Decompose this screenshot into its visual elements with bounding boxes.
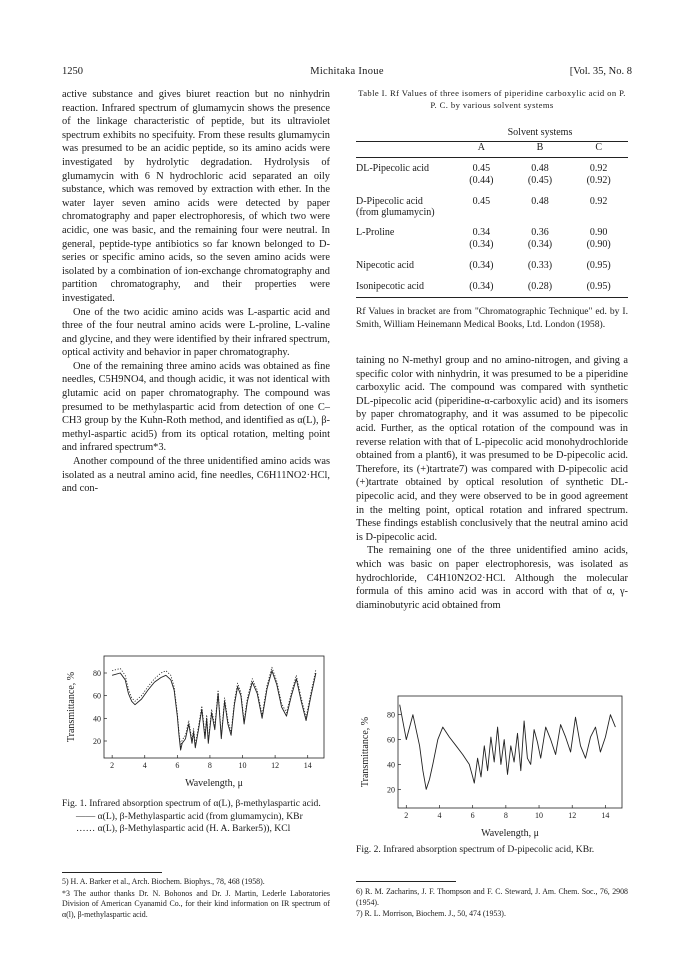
rf-value-c: (0.95) (586, 260, 611, 271)
footnote: 7) R. L. Morrison, Biochem. J., 50, 474 (1953). (356, 909, 506, 919)
row-label: D-Pipecolic acid (from glumamycin) (356, 196, 435, 218)
paragraph: One of the remaining three amino acids was obtained as fine needles, C5H9NO4, and though acidic, it was not identical with glutamic acid on paper chromatography. The compound was presumed to be methylaspartic acid from detection of one C–CH3 group by the Kuhn-Roth method, and identified as α(L), β-methyl-aspartic acid5) from its optical rotation, melting point and infrared spectrum*3. (62, 360, 330, 454)
table-row (356, 276, 628, 298)
figure-1-chart (62, 650, 330, 790)
figure-2-chart (356, 690, 628, 840)
table-header-row (356, 127, 628, 142)
rf-value-c: 0.90 (0.90) (586, 227, 611, 250)
table-row (356, 222, 628, 255)
rf-value-c: 0.92 (589, 196, 608, 207)
row-label: L-Proline (356, 227, 395, 238)
volume-info: [Vol. 35, No. 8 (569, 66, 632, 77)
column-header: A (452, 142, 511, 158)
y-tick-label: 20 (93, 737, 101, 746)
paragraph: taining no N-methyl group and no amino-nitrogen, and giving a specific color with ninhydrin, it was presumed to be a piperidine carboxylic acid. The compound was compared with synthetic DL-pipecolic acid (piperidine-α-carboxylic acid) and its isomers by paper chromatography, and it was assumed to be pipecolic acid. Further, as the optical rotation of the compound was in reverse relation with that of L-pipecolic acid monohydrochloride obtained from a plant6), it was presumed to be D-pipecolic acid. Therefore, its (+)tartrate7) was compared with D-pipecolic acid (+)tartrate obtained by optical resolution of synthetic DL-pipecolic acid, and they were observed to be in good agreement in the melting point, optical rotation and infrared spectrum. These findings establish conclusively that the neutral amino acid is D-pipecolic acid. (356, 355, 628, 543)
x-tick-label: 10 (238, 761, 247, 770)
legend-text: α(L), β-Methylaspartic acid (H. A. Barker5)), KCl (97, 823, 291, 834)
x-tick-label: 14 (303, 761, 312, 770)
rf-value-a: 0.45 (0.44) (469, 163, 494, 186)
row-label: DL-Pipecolic acid (356, 163, 430, 174)
y-axis-label: Transmittance, % (66, 671, 77, 743)
solvent-systems-header: Solvent systems (507, 127, 573, 138)
x-tick-label: 4 (437, 811, 442, 820)
rf-value-b: 0.36 (0.34) (527, 227, 553, 250)
rf-values-table (356, 127, 628, 298)
footnote: *3 The author thanks Dr. N. Bohonos and Dr. J. Martin, Lederle Laboratories Division of American Cyanamid Co., for their kind information on IR spectrum of α(l), β-methylaspartic acid. (62, 888, 330, 919)
x-tick-label: 10 (535, 811, 544, 820)
x-tick-label: 12 (271, 761, 280, 770)
paragraph: One of the two acidic amino acids was L-aspartic acid and three of the four neutral amino acids were L-proline, L-valine and glycine, and they were identified by their infrared spectrum, optical activity and behavior in paper chromatography. (62, 306, 330, 359)
rf-value-b: (0.28) (511, 276, 570, 298)
y-axis-label: Transmittance, % (360, 716, 371, 788)
y-tick-label: 20 (387, 785, 395, 795)
spectrum-line (400, 705, 616, 790)
footnotes-left (62, 877, 330, 921)
x-tick-label: 2 (110, 761, 115, 770)
rf-value-b: (0.33) (527, 260, 553, 271)
figure-1-caption-block (62, 798, 330, 836)
paragraph: Another compound of the three unidentified amino acids was isolated as a neutral amino acid, fine needles, C6H11NO2·HCl, and con- (62, 456, 330, 495)
x-axis-label: Wavelength, μ (481, 828, 539, 839)
x-tick-label: 4 (142, 761, 147, 770)
x-tick-label: 14 (601, 811, 610, 820)
row-label: Isonipecotic acid (356, 276, 452, 298)
rf-value-b: 0.48 (531, 196, 549, 207)
row-label: Nipecotic acid (356, 260, 415, 271)
y-tick-label: 80 (387, 710, 395, 720)
y-tick-label: 60 (93, 691, 101, 701)
legend-item (76, 823, 330, 836)
y-tick-label: 40 (387, 760, 395, 770)
footnote: 5) H. A. Barker et al., Arch. Biochem. Biophys., 78, 468 (1958). (62, 877, 265, 886)
x-tick-label: 6 (470, 811, 475, 820)
figure-1-caption: Fig. 1. Infrared absorption spectrum of α(L), β-methylaspartic acid. (62, 798, 321, 809)
table-note: Rf Values in bracket are from "Chromatographic Technique" ed. by I. Smith, William Heinemann Medical Books, Ltd. London (1958). (356, 306, 628, 330)
plot-frame (104, 656, 324, 758)
footnote: 6) R. M. Zacharins, J. F. Thompson and F. C. Steward, J. Am. Chem. Soc., 76, 2908 (1954). (356, 887, 628, 907)
rf-value-a: 0.45 (472, 196, 491, 207)
rf-value-c: 0.92 (0.92) (586, 163, 611, 186)
running-header (62, 66, 632, 80)
running-author: Michitaka Inoue (310, 66, 384, 77)
x-tick-label: 12 (568, 811, 577, 820)
table-column-row (356, 142, 628, 158)
rf-value-a: (0.34) (452, 276, 511, 298)
footnotes-right (356, 887, 628, 921)
x-axis-label: Wavelength, μ (185, 778, 243, 789)
column-header: C (569, 142, 628, 158)
footnote-rule (62, 872, 162, 873)
figure-1 (62, 650, 330, 790)
legend-marker: …… (76, 823, 96, 834)
figure-2-caption: Fig. 2. Infrared absorption spectrum of D-pipecolic acid, KBr. (356, 844, 595, 855)
legend-item (76, 811, 330, 824)
left-column (62, 88, 330, 496)
legend-marker: —— (76, 810, 96, 822)
footnote-rule (356, 881, 456, 882)
rf-value-a: (0.34) (469, 260, 494, 271)
table-row (356, 191, 628, 222)
rf-value-b: 0.48 (0.45) (527, 163, 553, 186)
spectrum-line (112, 667, 316, 746)
table-title: Table I. Rf Values of three isomers of piperidine carboxylic acid on P. P. C. by various solvent systems (358, 88, 626, 110)
table-row (356, 255, 628, 276)
right-column (356, 354, 628, 612)
x-tick-label: 2 (404, 811, 409, 820)
y-tick-label: 40 (93, 714, 101, 724)
x-tick-label: 8 (207, 761, 212, 770)
rf-value-a: 0.34 (0.34) (469, 227, 494, 250)
paragraph: active substance and gives biuret reaction but no ninhydrin reaction. Infrared spectrum of glumamycin shows the presence of the linkage characteristic of peptide, but its ultraviolet spectrum exhibits no specifuity. From these results glumamycin was presumed to be an acidic peptide, so its amino acids were investigated by hydrolytic degradation. Hydrolysis of glumamycin with 6 N hydrochloric acid separated an oily substance, which was removed by extraction with ether. In the water layer seven amino acids were detected by paper chromatography and paper electrophoresis, of which two were acidic, one was basic, and the remaining four were neutral. In general, peptide-type antibiotics so far known belonged to D-series or specific amino acids, so the seven amino acids were isolated by a combination of ion-exchange chromatography and partition chromatography, and their properties were investigated. (62, 89, 330, 304)
paragraph: The remaining one of the three unidentified amino acids, which was basic on paper electrophoresis, was isolated as hydrochloride, C4H10N2O2·HCl. Although the molecular formula of this amino acid was in accord with that of α, γ-diaminobutyric acid obtained from (356, 545, 628, 611)
x-tick-label: 8 (503, 811, 508, 820)
legend-text: α(L), β-Methylaspartic acid (from glumamycin), KBr (97, 810, 303, 822)
y-tick-label: 60 (387, 735, 395, 745)
page-number: 1250 (62, 66, 83, 77)
y-tick-label: 80 (93, 669, 101, 678)
table-row (356, 158, 628, 192)
figure-2 (356, 690, 628, 840)
x-tick-label: 6 (175, 761, 180, 770)
rf-value-c: (0.95) (569, 276, 628, 298)
column-header: B (511, 142, 570, 158)
